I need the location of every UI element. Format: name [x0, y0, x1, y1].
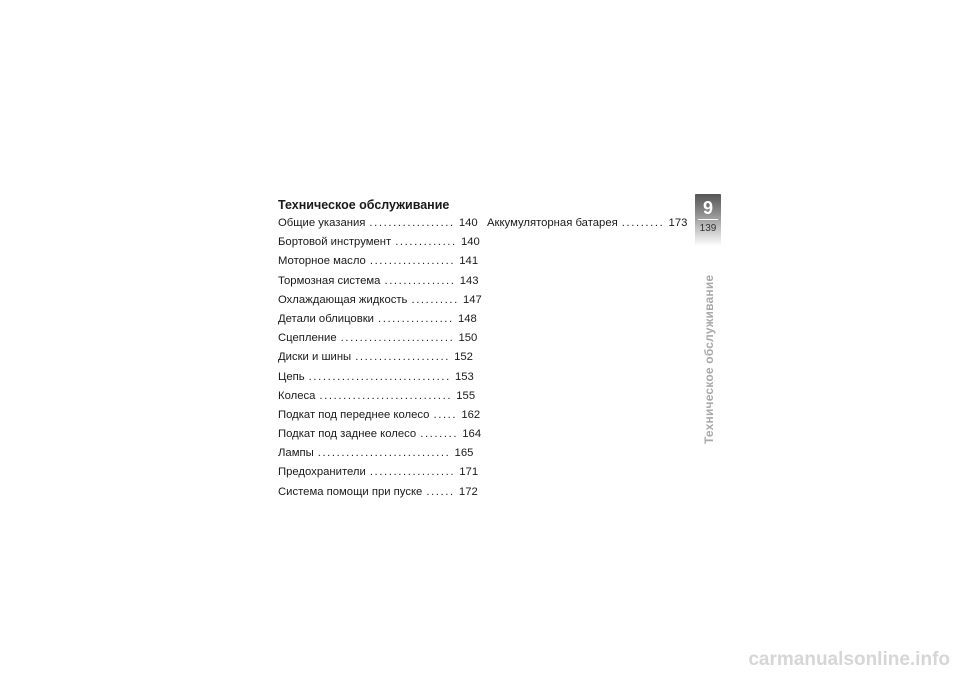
toc-item-label: Детали облицовки — [278, 312, 374, 325]
toc-item[interactable] — [278, 387, 476, 406]
toc-item-page: 140 — [458, 217, 478, 229]
toc-item-label: Цепь — [278, 370, 305, 383]
toc-item[interactable] — [278, 425, 482, 444]
toc-column-left — [278, 214, 482, 502]
toc-item-label: Лампы — [278, 447, 314, 460]
page-number: 139 — [699, 223, 717, 234]
toc-item-page: 162 — [461, 408, 481, 421]
toc-item-page: 171 — [459, 466, 479, 479]
toc-item[interactable] — [278, 444, 474, 463]
toc-column-right — [487, 214, 688, 233]
side-chapter-title: Техническое обслуживание — [702, 274, 716, 444]
watermark: carmanualsonline.info — [748, 649, 950, 670]
toc-leader-dots: .................. — [369, 217, 455, 229]
toc-item-label: Охлаждающая жидкость — [278, 293, 408, 306]
chapter-tab — [695, 194, 721, 246]
toc-item-label: Бортовой инструмент — [278, 236, 392, 249]
toc-leader-dots: .................... — [355, 351, 450, 364]
toc-item-label: Подкат под переднее колесо — [278, 408, 430, 421]
toc-item-page: 153 — [454, 370, 474, 383]
toc-item-page: 140 — [460, 236, 480, 249]
toc-item-page: 148 — [457, 312, 477, 325]
toc-item[interactable] — [278, 329, 478, 348]
toc-item[interactable] — [278, 291, 482, 310]
toc-item-page: 143 — [459, 274, 479, 287]
toc-item[interactable] — [278, 348, 473, 367]
toc-item-page: 173 — [668, 217, 688, 229]
chapter-number: 9 — [702, 198, 713, 218]
toc-item-page: 152 — [454, 351, 473, 364]
toc-item[interactable] — [278, 233, 480, 252]
toc-item[interactable] — [278, 406, 481, 425]
toc-item-label: Система помощи при пуске — [278, 485, 423, 498]
toc-leader-dots: .................. — [369, 466, 456, 479]
toc-item-label: Подкат под заднее колесо — [278, 428, 417, 441]
toc-item-label: Аккумуляторная батарея — [487, 217, 618, 229]
toc-leader-dots: ................ — [377, 312, 454, 325]
toc-item[interactable] — [278, 272, 479, 291]
toc-item-label: Предохранители — [278, 466, 366, 479]
toc-leader-dots: .......... — [411, 293, 459, 306]
toc-leader-dots: ...... — [426, 485, 455, 498]
page-title: Техническое обслуживание — [278, 198, 450, 212]
toc-item-label: Моторное масло — [278, 255, 366, 268]
toc-item-page: 141 — [459, 255, 479, 268]
toc-leader-dots: ............................ — [319, 389, 453, 402]
toc-item-label: Сцепление — [278, 332, 337, 345]
toc-item-page: 147 — [462, 293, 482, 306]
toc-item-page: 165 — [454, 447, 474, 460]
toc-item[interactable] — [278, 463, 479, 482]
toc-leader-dots: ............... — [384, 274, 456, 287]
toc-leader-dots: .................. — [369, 255, 456, 268]
toc-leader-dots: .............................. — [308, 370, 451, 383]
toc-item-label: Диски и шины — [278, 351, 352, 364]
toc-leader-dots: ............. — [395, 236, 457, 249]
toc-item[interactable] — [278, 310, 477, 329]
toc-item-page: 155 — [456, 389, 476, 402]
chapter-divider — [698, 219, 718, 220]
toc-item-page: 150 — [458, 332, 478, 345]
toc-item-label: Тормозная система — [278, 274, 381, 287]
toc-leader-dots: ............................ — [317, 447, 451, 460]
toc-leader-dots: ........ — [420, 428, 459, 441]
toc-item-page: 172 — [458, 485, 478, 498]
toc-item[interactable] — [278, 368, 474, 387]
toc-item[interactable] — [278, 214, 478, 233]
toc-item[interactable] — [278, 252, 479, 271]
toc-leader-dots: ........................ — [340, 332, 455, 345]
toc-item-label: Общие указания — [278, 217, 366, 229]
toc-leader-dots: ......... — [621, 217, 665, 229]
toc-item[interactable] — [278, 483, 478, 502]
toc-item[interactable] — [487, 214, 688, 233]
toc-item-page: 164 — [462, 428, 482, 441]
toc-leader-dots: ..... — [433, 408, 458, 421]
toc-item-label: Колеса — [278, 389, 316, 402]
